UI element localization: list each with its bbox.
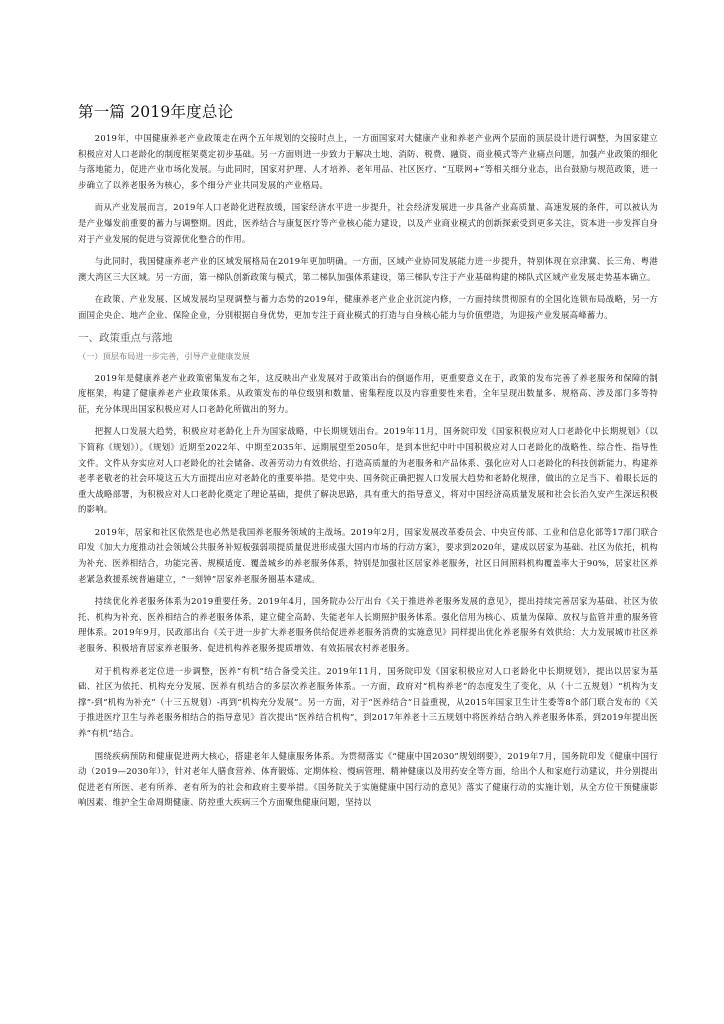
body-paragraph-6: 围绕疾病预防和健康促进两大核心，搭建老年人健康服务体系。为贯彻落实《“健康中国2030”规划纲要》，2019年7月，国务院印发《健康中国行动（2019—2030年）》，针对老年人膳食营养、体育锻炼、定期体检、慢病管理、精神健康以及用药安全等方面，给出个人和家庭行动建议，并分别提出促进老有所医、老有所养、老有所为的社会和政府主要举措。《国务院关于实施健康中国行动的意见》落实了健康行动的实施计划，从全方位干预健康影响因素、维护全生命周期健康、防控重大疾病三个方面聚焦健康问题，坚持以 (78, 750, 658, 808)
intro-paragraph-4: 在政策、产业发展、区域发展均呈现调整与蓄力态势的2019年，健康养老产业企业沉淀内修，一方面持续贯彻原有的全国化连锁布局战略，另一方面国企央企、地产企业、保险企业，分别根据自身优势，更加专注于商业模式的打造与自身核心能力与价值塑造，为迎接产业发展高峰蓄力。 (78, 294, 658, 320)
body-paragraph-5: 对于机构养老定位进一步调整，医养“有机”结合备受关注。2019年11月，国务院印发《国家积极应对人口老龄化中长期规划》，提出以居家为基础、社区为依托、机构充分发展、医养有机结合的多层次养老服务体系。一方面，政府对“机构养老”的态度发生了变化，从（十二五规划）“机构为支撑”-到“机构为补充”（十三五规划）-再到“机构充分发展”。另一方面，对于“医养结合”日益重视，从2015年国家卫生计生委等8个部门联合发布的《关于推进医疗卫生与养老服务相结合的指导意见》首次提出“医养结合机构”，到2017年养老十三五规划中将医养结合纳入养老服务体系，到2019年提出医养“有机”结合。 (78, 665, 658, 738)
intro-paragraph-1: 2019年，中国健康养老产业政策走在两个五年规划的交接时点上，一方面国家对大健康产业和养老产业两个层面的顶层设计进行调整，为国家建立积极应对人口老龄化的制度框架奠定初步基础。另一方面则进一步致力于解决土地、消防、税费、融资、商业模式等产业痛点问题，加强产业政策的细化与落地能力，促进产业市场化发展。与此同时，国家对护理、人才培养、老年用品、社区医疗、“互联网+”等相关细分业态，出台鼓励与规范政策，进一步确立了以养老服务为核心，多个细分产业共同发展的产业格局。 (78, 133, 658, 190)
subsection-heading: （一）顶层布局进一步完善，引导产业健康发展 (78, 350, 250, 361)
section-heading: 一、政策重点与落地 (78, 331, 173, 344)
chapter-title: 第一篇 2019年度总论 (78, 103, 234, 121)
intro-paragraph-3: 与此同时，我国健康养老产业的区域发展格局在2019年更加明确。一方面，区域产业协同发展能力进一步提升，特别体现在京津冀、长三角、粤港澳大湾区三大区域。另一方面，第一梯队创新政策与模式，第二梯队加强体系建设，第三梯队专注于产业基础构建的梯队式区域产业发展走势基本确立。 (78, 256, 658, 282)
document-page (78, 102, 658, 818)
body-paragraph-2: 把握人口发展大趋势，积极应对老龄化上升为国家战略，中长期规划出台。2019年11月，国务院印发《国家积极应对人口老龄化中长期规划》（以下简称《规划》）。《规划》近期至2022年、中期至2035年、远期展望至2050年，是到本世纪中叶中国积极应对人口老龄化的战略性、综合性、指导性文件。文件从夯实应对人口老龄化的社会储备、改善劳动力有效供给、打造高质量的为老服务和产品体系、强化应对人口老龄化的科技创新能力、构建养老孝老敬老的社会环境这五大方面提出应对老龄化的重要举措。是党中央、国务院正确把握人口发展大趋势和老龄化规律，做出的立足当下、着眼长远的重大战略部署，为积极应对人口老龄化奠定了理论基础，提供了解决思路，具有重大的指导意义，将对中国经济高质量发展和社会长治久安产生深远积极的影响。 (78, 426, 658, 515)
body-paragraph-1: 2019年是健康养老产业政策密集发布之年，这反映出产业发展对于政策出台的倒逼作用，更重要意义在于，政策的发布完善了养老服务和保障的制度框架，构建了健康养老产业政策体系。从政策发布的单位级别和数量、密集程度以及内容重要性来看，全年呈现出数量多、规格高、涉及部门多等特征，充分体现出国家积极应对人口老龄化所做出的努力。 (78, 372, 658, 414)
intro-paragraph-2: 而从产业发展而言，2019年人口老龄化进程放缓，国家经济水平进一步提升，社会经济发展进一步具备产业高质量、高速发展的条件，可以被认为是产业爆发前重要的蓄力与调整期。因此，医养结合与康复医疗等产业核心能力建设，以及产业商业模式的创新探索受到更多关注，资本进一步发挥自身对于产业发展的促进与资源优化整合的作用。 (78, 202, 658, 244)
body-paragraph-3: 2019年，居家和社区依然是也必然是我国养老服务领域的主战场。2019年2月，国家发展改革委员会、中央宣传部、工业和信息化部等17部门联合印发《加大力度推动社会领域公共服务补短板强弱项提质量促进形成强大国内市场的行动方案》，要求到2020年，建成以居家为基础、社区为依托，机构为补充、医养相结合，功能完善、规模适度、覆盖城乡的养老服务体系，特别是加强社区居家养老服务，社区日间照料机构覆盖率大于90%，居家社区养老紧急救援系统普遍建立，“一刻钟”居家养老服务圈基本建成。 (78, 526, 658, 584)
body-paragraph-4: 持续优化养老服务体系为2019重要任务。2019年4月，国务院办公厅出台《关于推进养老服务发展的意见》，提出持续完善居家为基础、社区为依托、机构为补充、医养相结合的养老服务体系，建立健全高龄、失能老年人长期照护服务体系。强化信用为核心、质量为保障、放权与监管并重的服务管理体系。2019年9月，民政部出台《关于进一步扩大养老服务供给促进养老服务消费的实施意见》同样提出优化养老服务有效供给：大力发展城市社区养老服务、积极培育居家养老服务、促进机构养老服务提质增效、有效拓展农村养老服务。 (78, 596, 658, 654)
